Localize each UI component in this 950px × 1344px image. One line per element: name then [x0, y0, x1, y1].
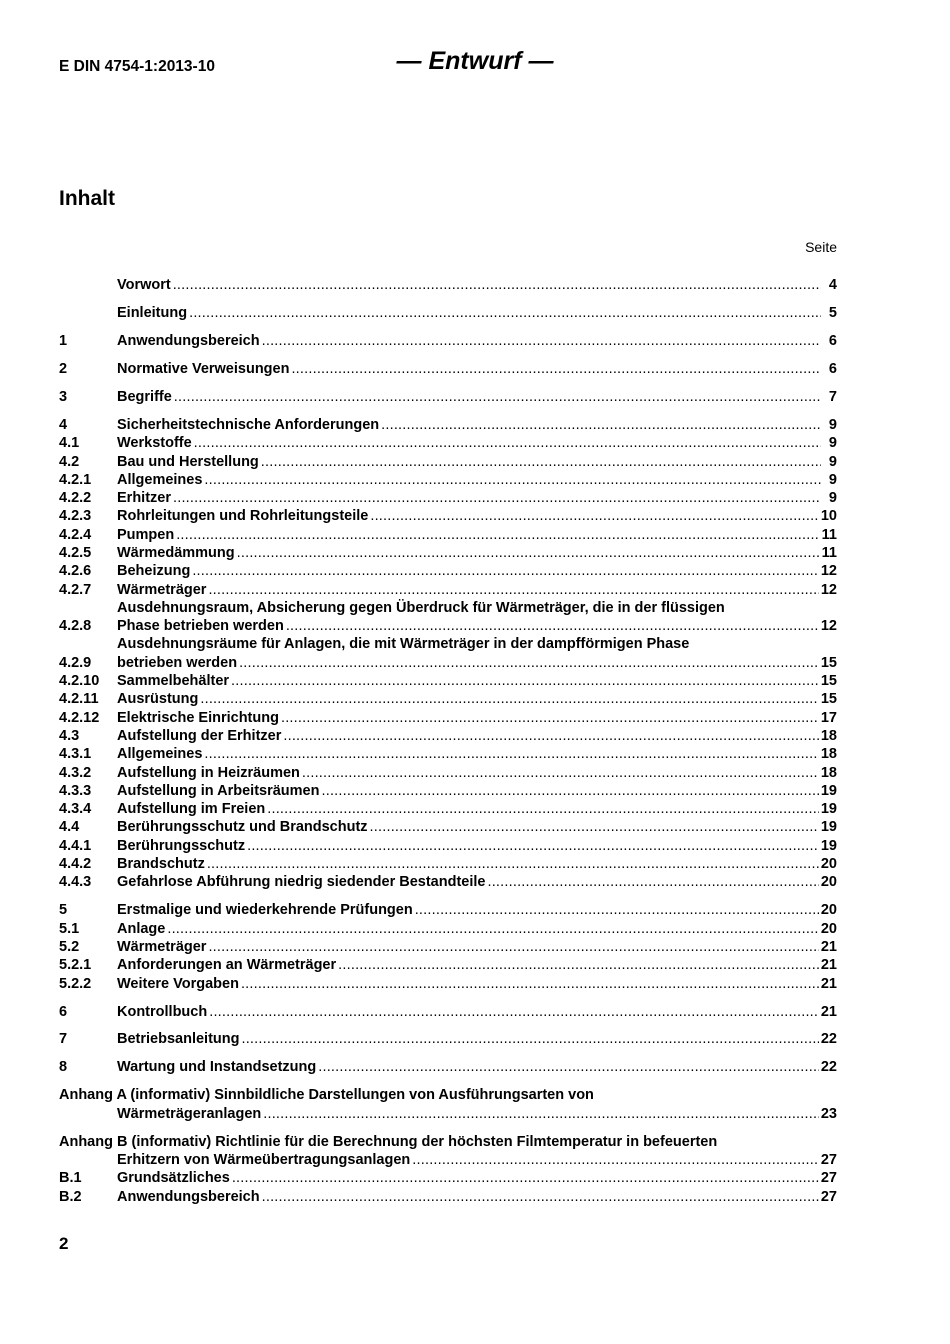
toc-entry[interactable] [59, 745, 837, 763]
toc-entry-page: 27 [820, 1188, 837, 1205]
toc-entry-title [117, 901, 821, 919]
toc-entry-number: 6 [59, 1003, 68, 1020]
toc-entry-text: Wärmedämmung [117, 545, 235, 561]
toc-entry[interactable] [59, 276, 837, 294]
toc-entry-number: 4.1 [59, 435, 80, 452]
toc-entry[interactable] [59, 1188, 837, 1206]
dot-leader [262, 1188, 819, 1206]
toc-entry[interactable] [59, 526, 837, 544]
toc-entry[interactable] [59, 764, 837, 782]
toc-entry[interactable] [59, 901, 837, 919]
dot-leader [208, 581, 818, 599]
toc-entry-text: Einleitung [117, 304, 188, 321]
table-of-contents [59, 276, 837, 1206]
toc-entry-title [117, 975, 821, 993]
document-id: E DIN 4754-1:2013-10 [59, 58, 215, 75]
toc-entry-number: 4.2.1 [59, 471, 92, 488]
toc-entry-number: 4.3.4 [59, 801, 92, 818]
dot-leader [283, 727, 819, 745]
toc-entry-title [117, 388, 823, 406]
toc-entry-page: 9 [828, 490, 837, 507]
toc-entry[interactable] [59, 1169, 837, 1187]
toc-entry-number: 4.4 [59, 819, 80, 836]
toc-entry-text: Aufstellung in Heizräumen [117, 764, 300, 781]
toc-entry-title [117, 727, 821, 745]
toc-entry-text: Anwendungsbereich [117, 332, 260, 349]
toc-entry-page: 15 [820, 691, 837, 708]
toc-entry-title [117, 709, 821, 727]
toc-entry-page: 11 [821, 526, 837, 543]
toc-entry-title [117, 764, 821, 782]
toc-entry[interactable] [59, 507, 837, 525]
toc-entry-text: Begriffe [117, 388, 172, 405]
toc-entry-number: 4.2.6 [59, 563, 92, 580]
page-number: 2 [59, 1234, 69, 1253]
toc-entry-title-line1: Anhang A (informativ) Sinnbildliche Darstellungen von Ausführungsarten von [59, 1087, 594, 1104]
toc-entry-title [117, 690, 821, 708]
toc-entry-page: 12 [820, 618, 837, 635]
toc-entry-text: Brandschutz [117, 856, 205, 873]
dot-leader [200, 690, 819, 708]
dot-leader [239, 654, 819, 672]
toc-entry-page: 9 [828, 416, 837, 433]
toc-entry-text: Normative Verweisungen [117, 360, 290, 377]
toc-entry[interactable] [59, 388, 837, 406]
toc-entry-number: 5.2.1 [59, 957, 92, 974]
toc-entry-title [117, 1003, 821, 1021]
dot-leader [204, 745, 818, 763]
dot-leader [176, 526, 819, 544]
toc-entry-page: 12 [820, 563, 837, 580]
toc-entry-title [117, 956, 821, 974]
toc-entry-title [117, 873, 821, 891]
toc-entry-page: 15 [820, 654, 837, 671]
toc-entry-number: 4.4.1 [59, 837, 92, 854]
toc-entry-title [59, 1133, 837, 1170]
toc-entry[interactable] [59, 1058, 837, 1076]
toc-entry-title [117, 855, 821, 873]
toc-entry-title [117, 672, 821, 690]
dot-leader [263, 1105, 819, 1123]
toc-entry-text: Wärmeträger [117, 938, 207, 955]
toc-entry-title [117, 635, 837, 672]
toc-entry-page: 18 [820, 746, 837, 763]
toc-entry-number: B.2 [59, 1188, 82, 1205]
toc-entry-page: 21 [820, 957, 837, 974]
toc-entry[interactable] [59, 1030, 837, 1048]
dot-leader [173, 489, 821, 507]
toc-entry-text: Sammelbehälter [117, 673, 230, 690]
toc-entry-number: 4.3.3 [59, 782, 92, 799]
toc-entry-page: 4 [828, 277, 837, 293]
dot-leader [241, 975, 819, 993]
toc-entry-title [117, 276, 823, 294]
dot-leader [487, 873, 818, 891]
draft-label: — Entwurf — [396, 47, 554, 75]
toc-entry-title [117, 818, 821, 836]
toc-entry-title [117, 745, 821, 763]
toc-entry[interactable] [59, 332, 837, 350]
toc-entry-page: 19 [820, 782, 837, 799]
toc-entry-text: Beheizung [117, 563, 191, 580]
toc-entry-text: Grundsätzliches [117, 1170, 230, 1187]
toc-entry-number: 5.2.2 [59, 975, 92, 992]
toc-entry[interactable] [59, 920, 837, 938]
toc-entry-text: Aufstellung in Arbeitsräumen [117, 782, 320, 799]
dot-leader [237, 544, 820, 562]
toc-entry-text: Erhitzer [117, 490, 171, 507]
toc-entry-number: 4.4.3 [59, 874, 92, 891]
toc-entry-number: 4.2.3 [59, 508, 92, 525]
toc-entry-page: 11 [821, 545, 837, 561]
toc-entry-text: Anwendungsbereich [117, 1188, 260, 1205]
toc-entry-text: Sicherheitstechnische Anforderungen [117, 416, 380, 433]
toc-entry-number: 4 [59, 416, 68, 433]
dot-leader [267, 800, 819, 818]
toc-entry-text: Wartung und Instandsetzung [117, 1059, 317, 1076]
toc-entry-title [117, 920, 821, 938]
toc-entry[interactable] [59, 434, 837, 452]
toc-entry[interactable] [59, 782, 837, 800]
toc-entry-title-line2: Phase betrieben werden [117, 618, 284, 635]
toc-entry[interactable] [59, 727, 837, 745]
toc-entry[interactable] [59, 416, 837, 434]
toc-entry-text: Bau und Herstellung [117, 453, 259, 470]
toc-entry-number: 4.2.11 [59, 691, 99, 708]
toc-entry-number: 4.2.12 [59, 709, 100, 726]
toc-entry[interactable] [59, 599, 837, 636]
toc-entry[interactable] [59, 690, 837, 708]
toc-entry-title-line1: Anhang B (informativ) Richtlinie für die Berechnung der höchsten Filmtemperatur in befeuerten [59, 1133, 718, 1150]
toc-entry-title [117, 837, 821, 855]
toc-entry-text: Betriebsanleitung [117, 1031, 240, 1048]
toc-entry-page: 20 [820, 920, 837, 937]
dot-leader [261, 453, 821, 471]
toc-entry-page: 15 [820, 673, 837, 690]
toc-entry[interactable] [59, 975, 837, 993]
toc-entry[interactable] [59, 956, 837, 974]
toc-entry-page: 7 [828, 388, 837, 405]
toc-heading: Inhalt [59, 187, 115, 210]
toc-entry-text: Ausrüstung [117, 691, 199, 708]
toc-entry-title-line1: Ausdehnungsraum, Absicherung gegen Überdruck für Wärmeträger, die in der flüssigen [117, 599, 725, 616]
toc-entry[interactable] [59, 938, 837, 956]
toc-entry-number: 4.2.5 [59, 545, 92, 561]
page-column-label: Seite [805, 239, 837, 255]
toc-entry[interactable] [59, 489, 837, 507]
toc-entry-page: 19 [820, 837, 837, 854]
toc-entry-number: 2 [59, 360, 68, 377]
toc-entry[interactable] [59, 818, 837, 836]
dot-leader [286, 617, 819, 635]
toc-entry-page: 20 [820, 874, 837, 891]
dot-leader [194, 434, 821, 452]
toc-entry[interactable] [59, 453, 837, 471]
toc-entry-page: 9 [828, 471, 837, 488]
toc-entry-title [117, 434, 823, 452]
toc-entry-number: 4.2 [59, 453, 80, 470]
dot-leader [209, 1003, 819, 1021]
toc-entry-page: 17 [820, 709, 837, 726]
toc-entry[interactable] [59, 304, 837, 322]
dot-leader [262, 332, 821, 350]
dot-leader [370, 507, 819, 525]
dot-leader [167, 920, 819, 938]
toc-entry-number: B.1 [59, 1170, 82, 1187]
toc-entry-page: 20 [820, 856, 837, 873]
toc-entry-text: Berührungsschutz [117, 837, 246, 854]
toc-entry-title [117, 471, 823, 489]
toc-entry-text: Berührungsschutz und Brandschutz [117, 819, 368, 836]
toc-entry-number: 4.2.2 [59, 490, 92, 507]
dot-leader [291, 360, 821, 378]
dot-leader [381, 416, 821, 434]
toc-entry-page: 21 [820, 975, 837, 992]
toc-entry[interactable] [59, 709, 837, 727]
toc-entry-page: 22 [820, 1031, 837, 1048]
toc-entry-text: Kontrollbuch [117, 1003, 208, 1020]
toc-entry-title [117, 938, 821, 956]
toc-entry-title [117, 581, 821, 599]
dot-leader [370, 818, 819, 836]
dot-leader [415, 901, 819, 919]
toc-entry-page: 19 [820, 819, 837, 836]
dot-leader [231, 672, 819, 690]
toc-entry-title [117, 562, 821, 580]
toc-entry-number: 5.1 [59, 920, 80, 937]
dot-leader [207, 855, 819, 873]
dot-leader [208, 938, 818, 956]
dot-leader [281, 709, 819, 727]
toc-entry-title [117, 1058, 821, 1076]
dot-leader [204, 471, 821, 489]
toc-entry-title [117, 507, 821, 525]
toc-entry-title [117, 1030, 821, 1048]
dot-leader [318, 1058, 819, 1076]
toc-entry-text: Anforderungen an Wärmeträger [117, 957, 337, 974]
toc-entry-page: 18 [820, 727, 837, 744]
toc-entry-number: 5.2 [59, 938, 80, 955]
toc-entry-number: 7 [59, 1031, 68, 1048]
toc-entry[interactable] [59, 800, 837, 818]
toc-entry-text: Elektrische Einrichtung [117, 709, 279, 726]
toc-entry-title [117, 599, 837, 636]
toc-entry-page: 6 [828, 332, 837, 349]
toc-entry-number: 8 [59, 1059, 68, 1076]
toc-entry-title-line2: betrieben werden [117, 654, 238, 671]
dot-leader [189, 304, 821, 322]
toc-entry[interactable] [59, 1003, 837, 1021]
toc-entry-text: Weitere Vorgaben [117, 975, 239, 992]
dot-leader [241, 1030, 818, 1048]
toc-entry-page: 9 [828, 435, 837, 452]
toc-entry-title [117, 800, 821, 818]
toc-entry-number: 4.2.9 [59, 654, 92, 671]
toc-entry-page: 19 [820, 801, 837, 818]
toc-entry-number: 5 [59, 902, 68, 919]
toc-entry-title [117, 416, 823, 434]
toc-entry-title [117, 332, 823, 350]
toc-entry-title [117, 304, 823, 322]
toc-entry-title-line1: Ausdehnungsräume für Anlagen, die mit Wärmeträger in der dampfförmigen Phase [117, 636, 690, 653]
dot-leader [338, 956, 819, 974]
toc-entry-text: Wärmeträger [117, 581, 207, 598]
toc-entry-number: 3 [59, 388, 68, 405]
toc-entry-title [117, 360, 823, 378]
toc-entry[interactable] [59, 837, 837, 855]
toc-entry[interactable] [59, 544, 837, 562]
toc-entry-page: 27 [820, 1152, 837, 1169]
dot-leader [192, 562, 819, 580]
toc-entry[interactable] [59, 471, 837, 489]
toc-entry[interactable] [59, 360, 837, 378]
toc-entry-text: Erstmalige und wiederkehrende Prüfungen [117, 902, 413, 919]
toc-entry[interactable] [59, 672, 837, 690]
dot-leader [174, 388, 821, 406]
toc-entry-text: Allgemeines [117, 746, 203, 763]
toc-entry-title [117, 1188, 821, 1206]
toc-entry[interactable] [59, 1133, 837, 1170]
toc-entry-text: Rohrleitungen und Rohrleitungsteile [117, 508, 369, 525]
toc-entry-text: Werkstoffe [117, 435, 192, 452]
toc-entry-page: 21 [820, 1003, 837, 1020]
toc-entry[interactable] [59, 873, 837, 891]
dot-leader [247, 837, 819, 855]
toc-entry-page: 10 [820, 508, 837, 525]
dot-leader [302, 764, 819, 782]
toc-entry[interactable] [59, 562, 837, 580]
toc-entry-page: 12 [820, 581, 837, 598]
toc-entry-text: Vorwort [117, 277, 171, 293]
toc-entry-title [117, 782, 821, 800]
dot-leader [321, 782, 818, 800]
toc-entry-title-line2: Erhitzern von Wärmeübertragungsanlagen [117, 1152, 411, 1169]
toc-entry-text: Gefahrlose Abführung niedrig siedender Bestandteile [117, 874, 486, 891]
dot-leader [412, 1151, 819, 1169]
toc-entry-number: 1 [59, 332, 68, 349]
toc-entry-text: Aufstellung im Freien [117, 801, 266, 818]
toc-entry-page: 20 [820, 902, 837, 919]
toc-entry-title [117, 1169, 821, 1187]
toc-entry-title-line2: Wärmeträgeranlagen [117, 1105, 262, 1122]
toc-entry-number: 4.4.2 [59, 856, 92, 873]
toc-entry-title [117, 453, 823, 471]
dot-leader [232, 1169, 819, 1187]
toc-entry-number: 4.3 [59, 727, 80, 744]
toc-entry[interactable] [59, 855, 837, 873]
toc-entry[interactable] [59, 1086, 837, 1123]
toc-entry-number: 4.2.10 [59, 673, 100, 690]
toc-entry-page: 27 [820, 1170, 837, 1187]
toc-entry-page: 5 [828, 304, 837, 321]
toc-entry-title [59, 1086, 837, 1123]
toc-entry-page: 23 [820, 1105, 837, 1122]
toc-entry[interactable] [59, 635, 837, 672]
toc-entry-page: 6 [828, 360, 837, 377]
dot-leader [173, 276, 821, 294]
toc-entry-page: 9 [828, 453, 837, 470]
toc-entry-number: 4.3.1 [59, 746, 92, 763]
toc-entry-title [117, 526, 822, 544]
toc-entry-title [117, 489, 823, 507]
toc-entry-number: 4.3.2 [59, 764, 92, 781]
toc-entry-text: Aufstellung der Erhitzer [117, 727, 282, 744]
toc-entry-number: 4.2.8 [59, 618, 92, 635]
toc-entry-number: 4.2.4 [59, 526, 92, 543]
toc-entry-title [117, 544, 822, 562]
toc-entry-text: Allgemeines [117, 471, 203, 488]
toc-entry-page: 21 [820, 938, 837, 955]
toc-entry-text: Anlage [117, 920, 166, 937]
toc-entry[interactable] [59, 581, 837, 599]
toc-entry-text: Pumpen [117, 526, 175, 543]
toc-entry-page: 22 [820, 1059, 837, 1076]
toc-entry-page: 18 [820, 764, 837, 781]
toc-entry-number: 4.2.7 [59, 581, 92, 598]
